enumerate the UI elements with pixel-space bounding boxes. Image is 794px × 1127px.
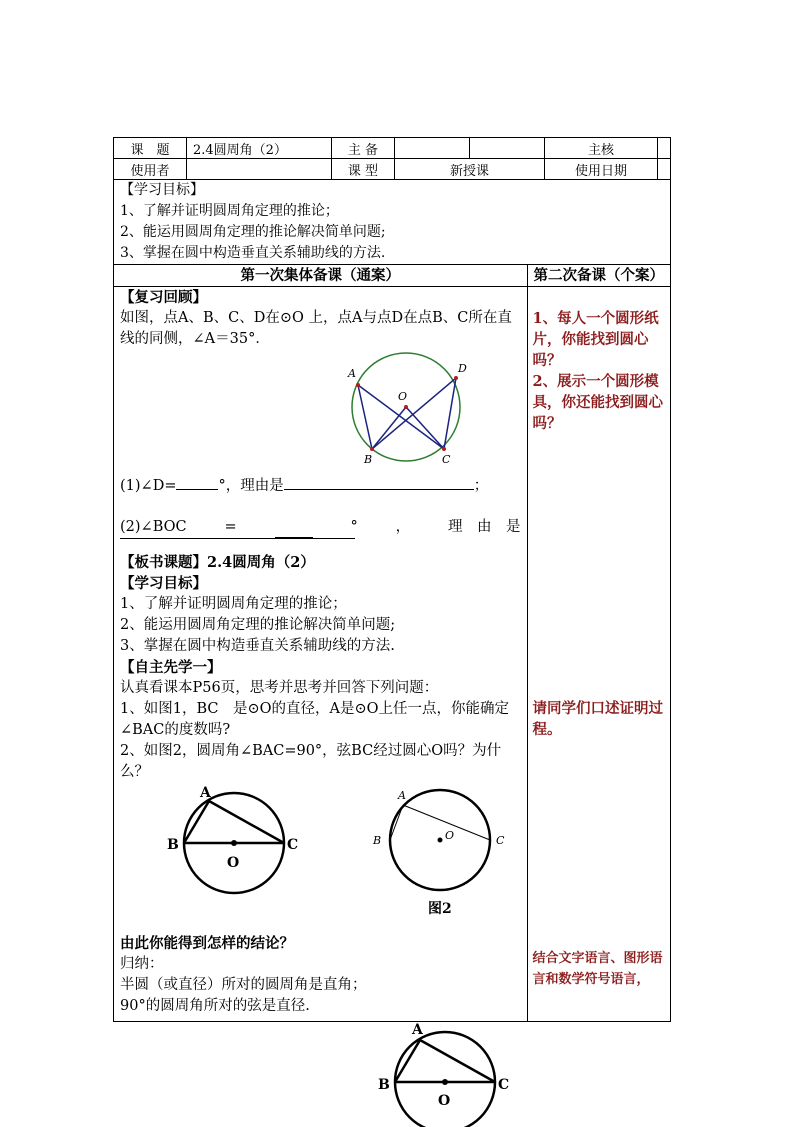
self-study-q2: 2、如图2，圆周角∠BAC=90°，弦BC经过圆心O吗？为什么？	[120, 743, 502, 780]
bottom-label-o: O	[438, 1093, 451, 1109]
bottom-figure	[375, 1020, 525, 1127]
type-label: 课 型	[332, 159, 395, 180]
bottom-label-b: B	[378, 1077, 390, 1093]
summary-1: 半圆（或直径）所对的圆周角是直角；	[120, 977, 367, 993]
board-objective: 2、能运用圆周角定理的推论解决简单问题;	[120, 617, 396, 633]
fig2-label-b: B	[373, 834, 382, 847]
q1-mid: °，理由是	[218, 478, 284, 494]
lesson-plan	[113, 137, 671, 1022]
summary-2: 90°的圆周角所对的弦是直径.	[120, 998, 310, 1014]
review-figure	[120, 350, 521, 468]
q2-comma: ，	[395, 519, 411, 535]
q2-blank[interactable]	[275, 517, 313, 538]
objectives-section	[113, 180, 671, 1022]
fig1-label-o: O	[227, 855, 240, 871]
q1-prefix: (1)∠D=	[120, 478, 177, 494]
bottom-label-a: A	[412, 1022, 423, 1038]
fig1-label-a: A	[200, 785, 211, 801]
board-objective: 3、掌握在圆中构造垂直关系辅助线的方法.	[120, 638, 395, 654]
type-value: 新授课	[395, 159, 545, 180]
summary-title: 归纳：	[120, 956, 164, 972]
q1-end: ；	[473, 478, 489, 494]
side-note-4: 结合文字语言、图形语言和数学符号语言，	[532, 951, 663, 987]
fig2-label-a: A	[398, 789, 406, 802]
user-value	[187, 159, 332, 180]
review-text: 如图，点A、B、C、D在⊙O 上，点A与点D在点B、C所在直线的同侧，∠A＝35°．	[120, 310, 512, 347]
header-table	[113, 137, 671, 180]
objective-item: 3、掌握在圆中构造垂直关系辅助线的方法.	[120, 245, 386, 261]
figure-1	[162, 787, 312, 887]
q2-reason-blank[interactable]	[120, 538, 355, 539]
review-title: 【复习回顾】	[120, 289, 207, 306]
date-label: 使用日期	[545, 159, 658, 180]
fig2-label-c: C	[496, 834, 505, 847]
course-label: 课 题	[114, 138, 187, 159]
board-objective: 1、了解并证明圆周角定理的推论；	[120, 596, 347, 612]
label-o: O	[398, 390, 408, 403]
preparer-label: 主 备	[332, 138, 395, 159]
reviewer-label: 主核	[545, 138, 658, 159]
q1-blank[interactable]	[176, 489, 218, 490]
q2-prefix: (2)∠BOC	[120, 519, 187, 535]
self-study-title: 【自主先学一】	[120, 659, 222, 676]
fig2-caption: 图2	[428, 901, 452, 917]
side-note-1: 1、每人一个圆形纸片，你能找到圆心吗？	[532, 310, 659, 369]
figure-2	[360, 787, 510, 887]
q2-deg: °	[350, 519, 358, 535]
figure-bottom	[375, 1020, 525, 1123]
self-study-q1: 1、如图1，BC 是⊙O的直径，A是⊙O上任一点，你能确定 ∠BAC的度数吗?	[120, 701, 510, 738]
objective-item: 1、了解并证明圆周角定理的推论；	[120, 203, 339, 219]
label-d: D	[458, 362, 467, 375]
fig1-label-b: B	[167, 837, 179, 853]
objectives-title: 【学习目标】	[120, 182, 204, 198]
side-note-2: 2、展示一个圆形模具，你还能找到圆心吗？	[532, 373, 663, 432]
question-1	[120, 476, 521, 497]
preparer-value	[395, 138, 470, 159]
bottom-label-c: C	[498, 1077, 510, 1093]
board-objectives-title: 【学习目标】	[120, 575, 207, 592]
question-2	[120, 517, 521, 538]
q2-eq: =	[224, 519, 237, 535]
spacer-cell	[470, 138, 545, 159]
objective-item: 2、能运用圆周角定理的推论解决简单问题;	[120, 224, 386, 240]
user-label: 使用者	[114, 159, 187, 180]
conclusion-question: 由此你能得到怎样的结论？	[120, 935, 294, 952]
label-b: B	[364, 453, 373, 466]
main-column	[114, 287, 528, 1021]
content-row	[114, 286, 670, 1021]
fig2-label-o: O	[445, 829, 455, 842]
date-value	[658, 159, 671, 180]
left-column-header: 第一次集体备课（通案）	[114, 265, 528, 286]
right-column-header: 第二次备课（个案）	[533, 267, 664, 284]
q2-reason: 理 由 是	[447, 519, 521, 535]
reviewer-value	[658, 138, 671, 159]
side-column	[528, 287, 671, 1021]
circle-figure-abcd	[348, 350, 492, 468]
side-note-3: 请同学们口述证明过程。	[532, 700, 663, 738]
course-value: 2.4圆周角（2）	[187, 138, 332, 159]
label-a: A	[348, 367, 356, 380]
column-headers	[114, 264, 670, 286]
fig1-label-c: C	[287, 837, 299, 853]
board-title: 【板书课题】2.4圆周角（2）	[120, 554, 315, 571]
label-c: C	[442, 453, 451, 466]
self-study-intro: 认真看课本P56页，思考并思考并回答下列问题：	[120, 680, 439, 696]
self-study-figures	[120, 783, 521, 933]
q1-reason-blank[interactable]	[284, 489, 474, 490]
